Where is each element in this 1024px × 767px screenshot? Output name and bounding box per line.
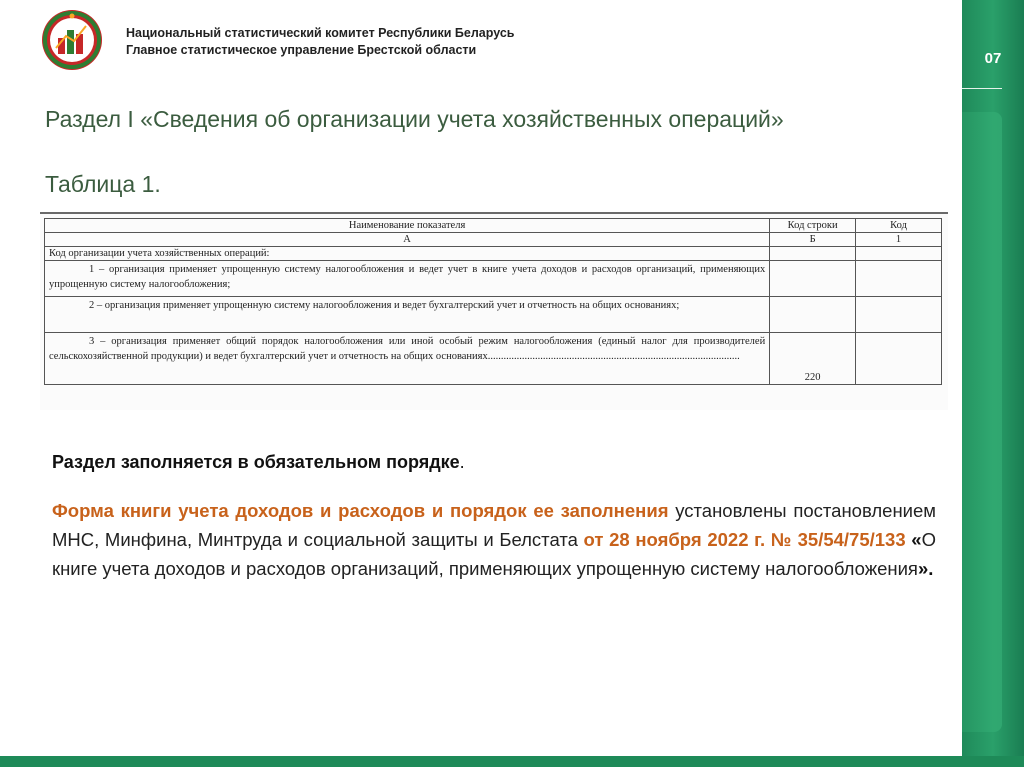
empty-cell — [856, 333, 942, 385]
page-number: 07 — [984, 50, 1002, 67]
paragraph-text: установлены постановлением МНС, Минфина, Минтруда и социальной защиты и Белстата — [52, 500, 937, 550]
close-quote: ». — [917, 558, 934, 579]
mandatory-note-dot: . — [459, 452, 465, 472]
section-label: Код организации учета хозяйственных операций: — [45, 247, 770, 261]
empty-cell — [770, 297, 856, 333]
empty-cell — [856, 247, 942, 261]
form-table-image — [40, 212, 948, 410]
side-panel-decoration — [962, 112, 1002, 732]
option-3 — [45, 333, 770, 385]
header-code: Код — [856, 219, 942, 233]
regulation-paragraph — [52, 496, 936, 583]
organization-name-line2: Главное статистическое управление Брестской области — [126, 43, 477, 57]
subheader-1: 1 — [856, 233, 942, 247]
empty-cell — [770, 247, 856, 261]
side-panel — [962, 0, 1024, 767]
option-1: 1 – организация применяет упрощенную систему налогообложения и ведет учет в книге учета доходов и расходов организаций, применяющих упрощенную систему налогообложения; — [45, 261, 770, 297]
slide-subtitle: Таблица 1. — [45, 171, 161, 197]
resolution-date-highlight: от 28 ноября 2022 г. № 35/54/75/133 — [583, 529, 906, 550]
table-row — [45, 247, 942, 261]
page-number-rule — [962, 88, 1002, 89]
header-row-code: Код строки — [770, 219, 856, 233]
subheader-a: А — [45, 233, 770, 247]
table-row — [45, 297, 942, 333]
header — [0, 0, 962, 90]
resolution-title: О книге учета доходов и расходов организаций, применяющих упрощенную систему налогообложения — [52, 529, 936, 579]
slide-title: Раздел I «Сведения об организации учета хозяйственных операций» — [45, 106, 784, 132]
empty-cell — [856, 261, 942, 297]
form-book-highlight: Форма книги учета доходов и расходов и порядок ее заполнения — [52, 500, 669, 521]
table-row — [45, 333, 942, 385]
option-2: 2 – организация применяет упрощенную систему налогообложения и ведет бухгалтерский учет и отчетность на общих основаниях; — [45, 297, 770, 333]
open-quote: « — [905, 529, 922, 550]
subheader-b: Б — [770, 233, 856, 247]
row-code-cell: 220 — [770, 333, 856, 385]
bottom-bar — [0, 756, 1024, 767]
mandatory-note-text: Раздел заполняется в обязательном порядке — [52, 452, 460, 472]
header-indicator-name: Наименование показателя — [45, 219, 770, 233]
empty-cell — [770, 261, 856, 297]
table-row — [45, 261, 942, 297]
belstat-emblem-logo — [40, 8, 104, 72]
option-3-text: 3 – организация применяет общий порядок налогообложения или иной особый режим налогообложения (единый налог для производителей сельскохозяйственной продукции) и ведет бухгалтерский учет и отчетность на общих основаниях................................................................................................ — [49, 336, 766, 362]
organization-name-line1: Национальный статистический комитет Республики Беларусь — [126, 26, 515, 40]
form-table — [44, 218, 942, 385]
table-subheader-row — [45, 233, 942, 247]
table-header-row — [45, 219, 942, 233]
empty-cell — [856, 297, 942, 333]
mandatory-note — [52, 452, 465, 473]
